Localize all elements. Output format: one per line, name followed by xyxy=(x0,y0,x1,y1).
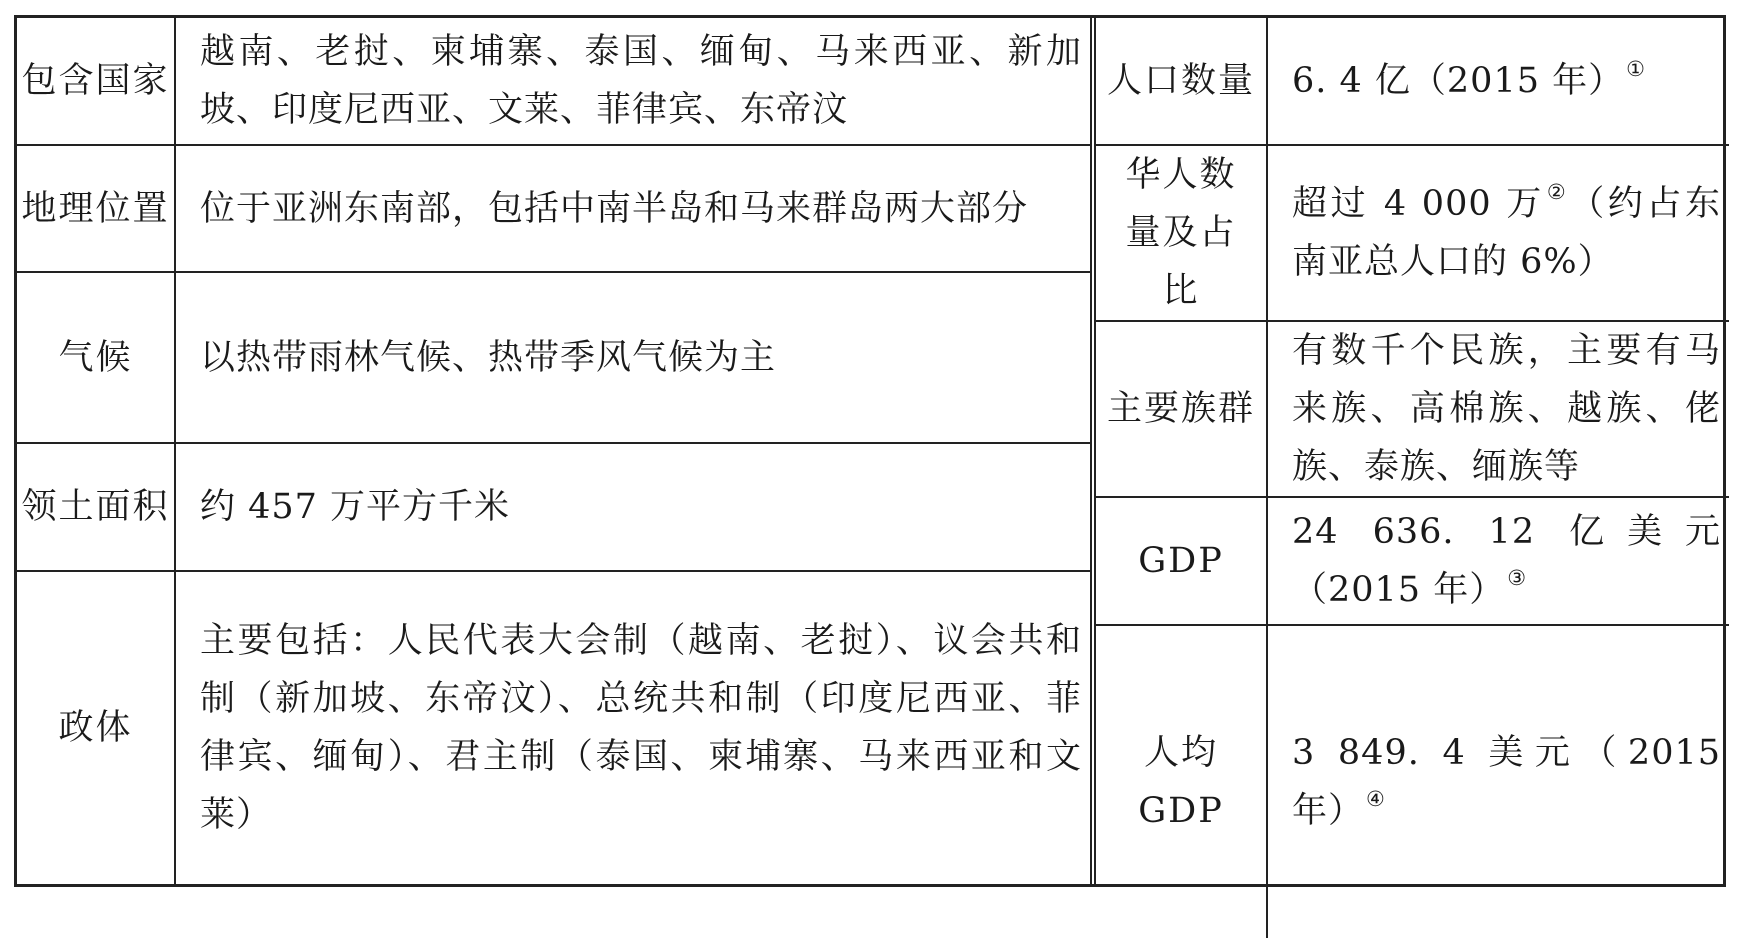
row-value-chinese-population xyxy=(1267,145,1729,321)
table-row xyxy=(1096,18,1729,145)
left-table-half xyxy=(17,18,1090,884)
chinese-population-text: 超过 4 000 万 xyxy=(1292,184,1545,224)
row-value-gdp xyxy=(1267,497,1729,625)
table-row xyxy=(1096,145,1729,321)
row-label-gdp: GDP xyxy=(1096,497,1267,625)
ethnic-groups-text: 有数千个民族，主要有马来族、高棉族、越族、佬族、泰族、缅族等 xyxy=(1292,331,1721,487)
table-row xyxy=(1096,497,1729,625)
right-table xyxy=(1096,18,1729,938)
row-value-countries: 越南、老挝、柬埔寨、泰国、缅甸、马来西亚、新加坡、印度尼西亚、文莱、菲律宾、东帝汶 xyxy=(175,18,1090,145)
row-value-climate: 以热带雨林气候、热带季风气候为主 xyxy=(175,272,1090,443)
population-text: 6. 4 亿（2015 年） xyxy=(1292,61,1625,101)
gdp-text: 24 636. 12 亿美元（2015 年） xyxy=(1292,512,1721,610)
footnote-marker: ① xyxy=(1626,57,1646,81)
row-value-gdp-per-capita xyxy=(1267,625,1729,938)
row-value-population xyxy=(1267,18,1729,145)
chinese-population-share: （约占东南亚总人口的 6%） xyxy=(1292,184,1721,282)
table-row xyxy=(1096,321,1729,497)
gdp-per-capita-text: 3 849. 4 美元（2015 年） xyxy=(1292,733,1721,831)
row-label-government: 政体 xyxy=(17,571,175,884)
footnote-marker: ④ xyxy=(1366,787,1386,811)
right-table-half xyxy=(1096,18,1729,884)
row-label-countries: 包含国家 xyxy=(17,18,175,145)
table-row xyxy=(17,272,1090,443)
row-value-government: 主要包括：人民代表大会制（越南、老挝）、议会共和制（新加坡、东帝汶）、总统共和制（印度尼西亚、菲律宾、缅甸）、君主制（泰国、柬埔寨、马来西亚和文莱） xyxy=(175,571,1090,884)
row-label-chinese-population: 华人数量及占比 xyxy=(1096,145,1267,321)
row-value-area: 约 457 万平方千米 xyxy=(175,443,1090,571)
country-info-table xyxy=(14,15,1726,887)
footnote-marker: ② xyxy=(1546,180,1570,204)
table-row xyxy=(17,145,1090,272)
left-table xyxy=(17,18,1090,884)
row-value-ethnic-groups xyxy=(1267,321,1729,497)
row-label-area: 领土面积 xyxy=(17,443,175,571)
row-label-population: 人口数量 xyxy=(1096,18,1267,145)
table-row xyxy=(1096,625,1729,938)
table-row xyxy=(17,443,1090,571)
table-row xyxy=(17,571,1090,884)
row-label-gdp-per-capita: 人均 GDP xyxy=(1096,625,1267,938)
table-row xyxy=(17,18,1090,145)
footnote-marker: ③ xyxy=(1507,566,1528,590)
row-value-location: 位于亚洲东南部，包括中南半岛和马来群岛两大部分 xyxy=(175,145,1090,272)
row-label-ethnic-groups: 主要族群 xyxy=(1096,321,1267,497)
row-label-climate: 气候 xyxy=(17,272,175,443)
row-label-location: 地理位置 xyxy=(17,145,175,272)
